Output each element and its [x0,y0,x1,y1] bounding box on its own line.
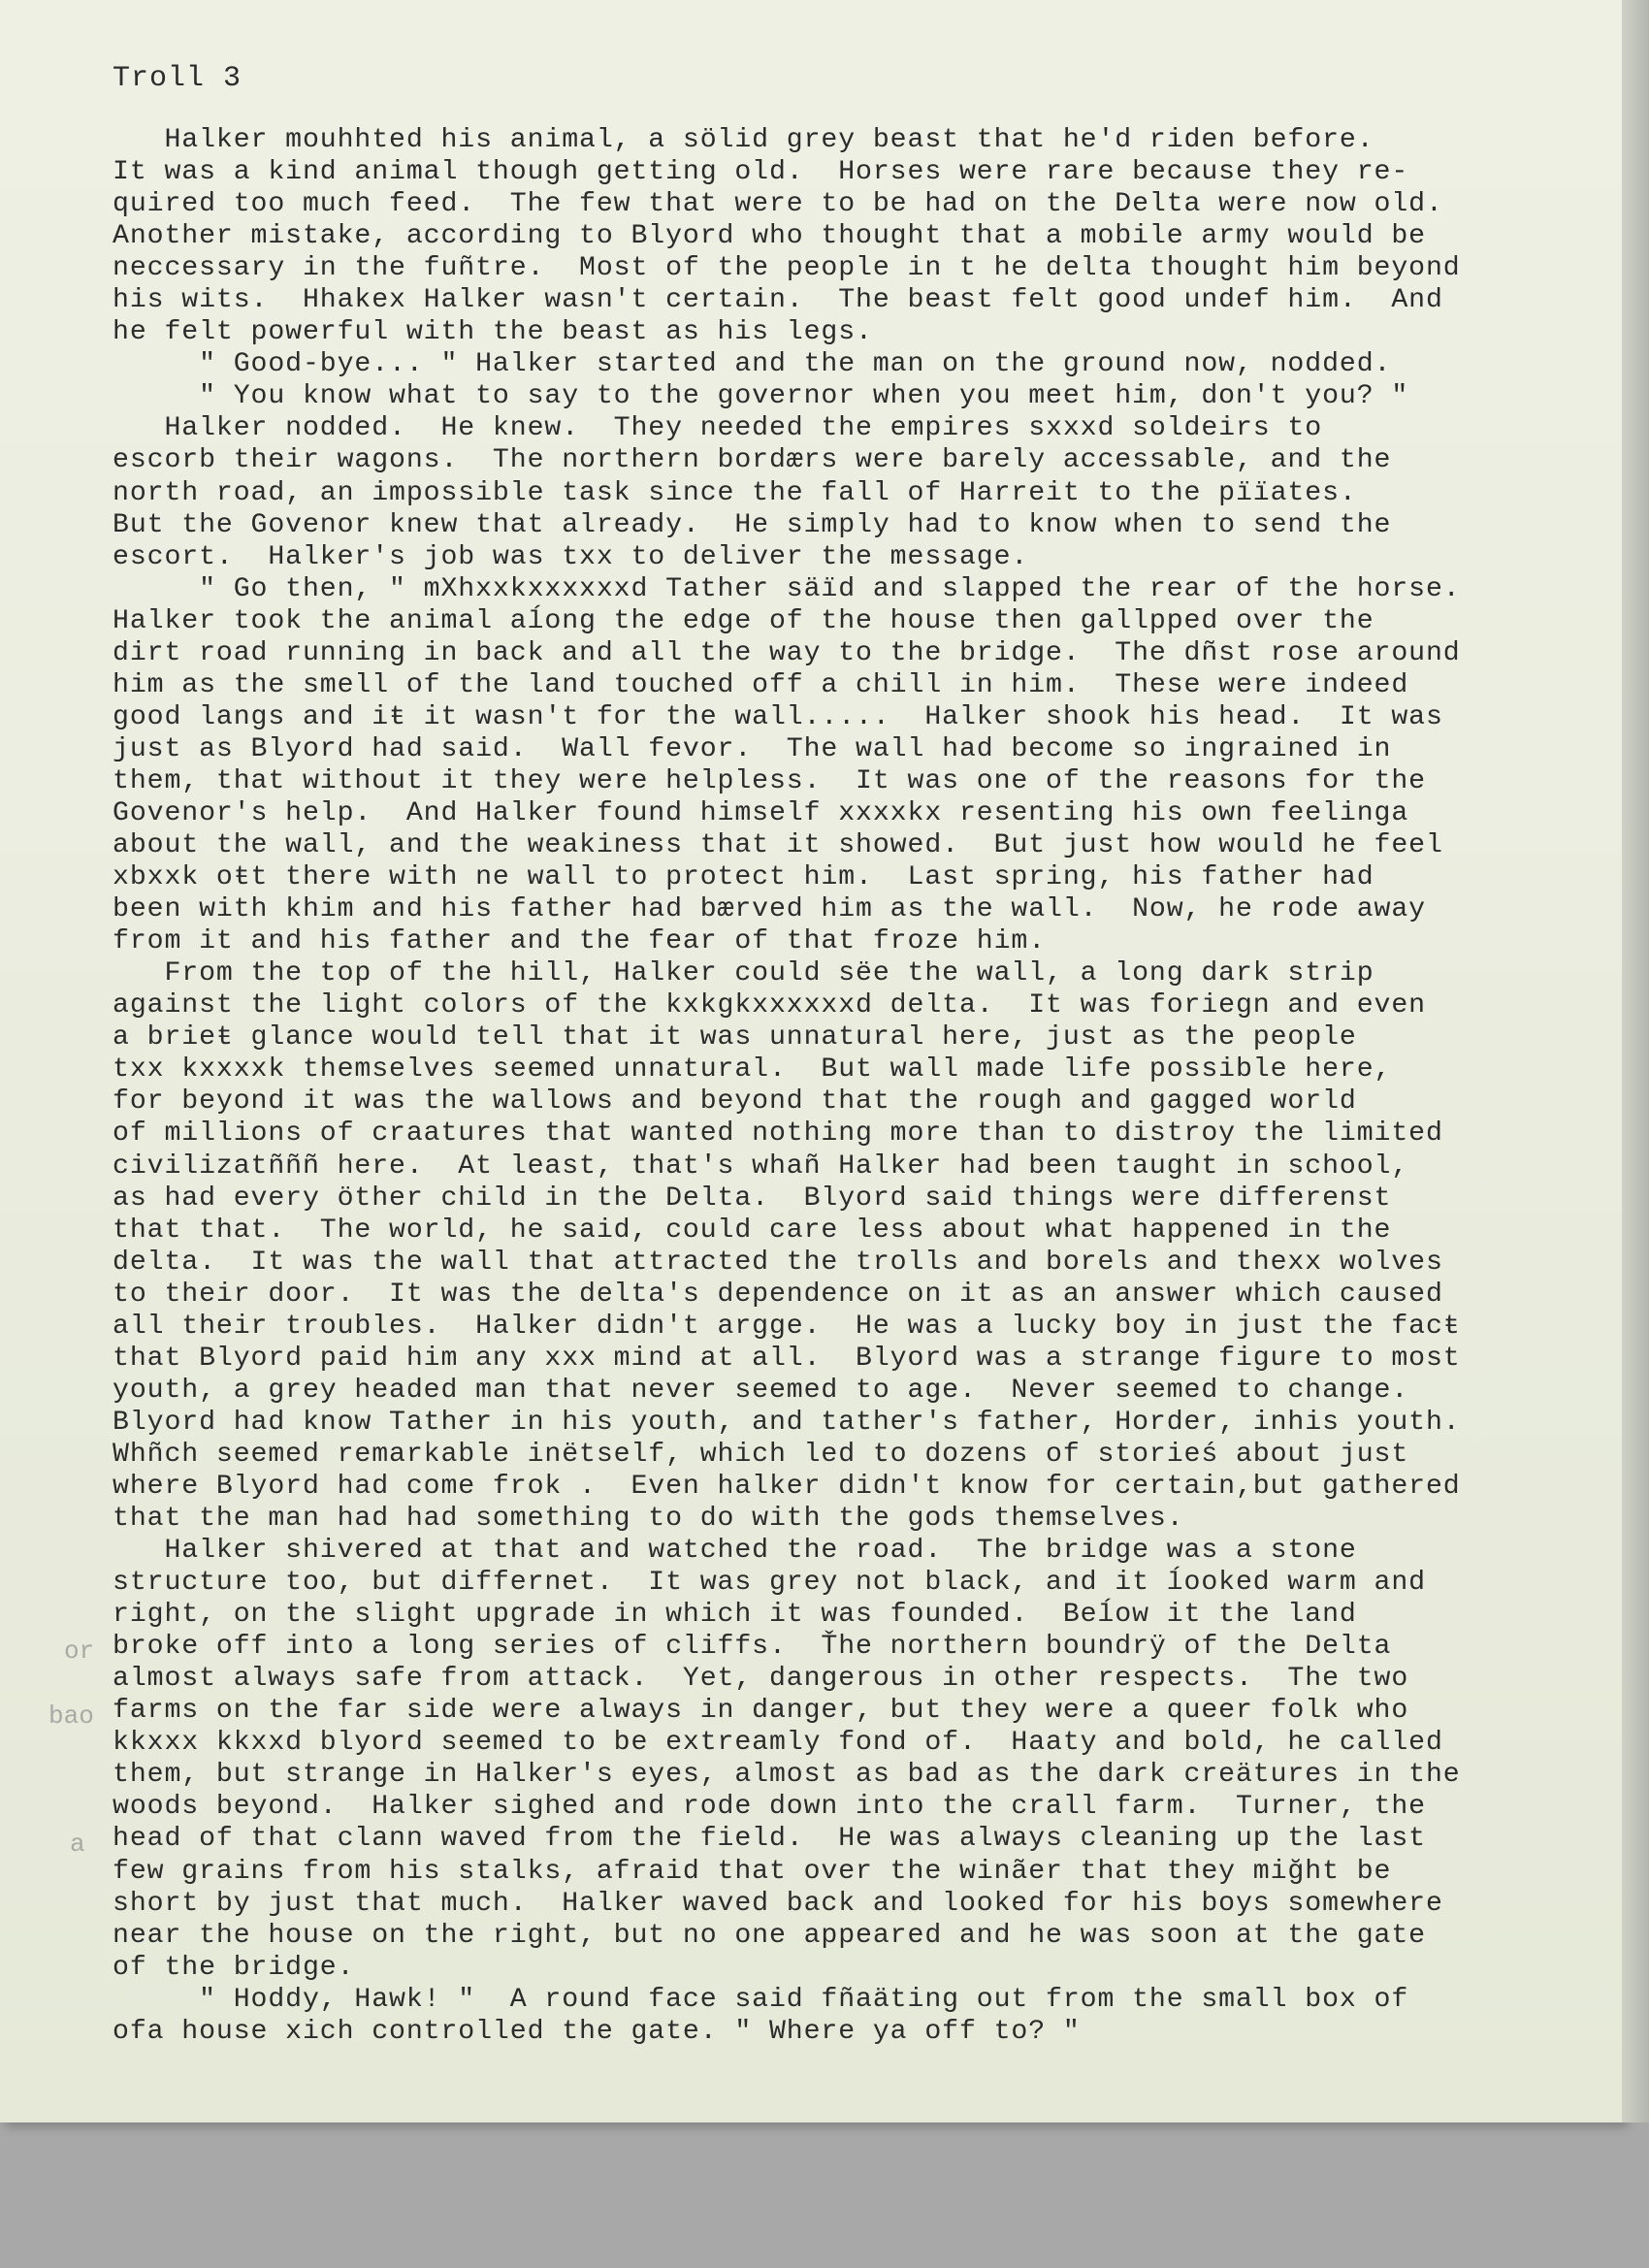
text-line: Whñch seemed remarkable inëtself, which led to dozens of storieś about just [113,1439,1409,1470]
text-line: " Hoddy, Hawk! " A round face said fñaäting out from the small box of [113,1984,1409,2015]
text-line: farms on the far side were always in danger, but they were a queer folk who [113,1696,1409,1727]
text-line: almost always safe from attack. Yet, dangerous in other respects. The two [113,1664,1409,1695]
text-line: kkxxx kkxxd blyord seemed to be extreamly fond of. Haaty and bold, he called [113,1728,1443,1759]
text-line: Blyord had know Tather in his youth, and tather's father, Horder, inhis youth. [113,1407,1461,1438]
text-line: txx kxxxxk themselves seemed unnatural. But wall made life possible here, [113,1054,1392,1085]
text-line: youth, a grey headed man that never seemed to age. Never seemed to change. [113,1375,1409,1406]
text-line: Halker shivered at that and watched the road. The bridge was a stone [113,1536,1357,1567]
text-line: that the man had had something to do with the gods themselves. [113,1504,1184,1535]
text-line: neccessary in the fuñtre. Most of the people in t he delta thought him beyond [113,253,1461,284]
text-line: from it and his father and the fear of that froze him. [113,926,1047,957]
text-line: structure too, but differnet. It was grey not black, and it ĺooked warm and [113,1568,1426,1599]
text-line: It was a kind animal though getting old. Horses were rare because they re- [113,157,1409,188]
text-line: him as the smell of the land touched off a chill in him. These were indeed [113,669,1409,700]
text-line: But the Govenor knew that already. He simply had to know when to send the [113,509,1392,540]
margin-bleed-mark: bao [48,1701,94,1731]
text-line: escort. Halker's job was txx to deliver the message. [113,541,1029,572]
text-line: quired too much feed. The few that were to be had on the Delta were now old. [113,189,1443,220]
text-line: From the top of the hill, Halker could sëe the wall, a long dark strip [113,958,1374,989]
page-edge-shadow [1622,0,1649,2122]
text-line: few grains from his stalks, afraid that over the winãer that they miğht be [113,1856,1392,1887]
text-line: " Go then, " mXhxxkxxxxxxd Tather säïd and slapped the rear of the horse. [113,573,1461,604]
text-line: Govenor's help. And Halker found himself xxxxkx resenting his own feelinga [113,797,1409,828]
text-line: that that. The world, he said, could care less about what happened in the [113,1215,1392,1246]
text-line: them, but strange in Halker's eyes, almost as bad as the dark creätures in the [113,1760,1461,1791]
text-line: his wits. Hhakex Halker wasn't certain. The beast felt good undef him. And [113,285,1443,316]
text-line: that Blyord paid him any xxx mind at all. Blyord was a strange figure to most [113,1343,1461,1374]
text-line: been with khim and his father had bærved him as the wall. Now, he rode away [113,894,1426,925]
text-line: xbxxk oŧt there with ne wall to protect him. Last spring, his father had [113,862,1374,893]
margin-bleed-mark: or [64,1636,95,1666]
text-line: broke off into a long series of cliffs. Ťhe northern boundrÿ of the Delta [113,1632,1392,1663]
text-line: where Blyord had come frok . Even halker didn't know for certain,but gathered [113,1471,1461,1502]
text-line: a brieŧ glance would tell that it was unnatural here, just as the people [113,1022,1357,1053]
text-line: short by just that much. Halker waved back and looked for his boys somewhere [113,1888,1443,1919]
manuscript-body [113,124,1622,2048]
text-line: just as Blyord had said. Wall fevor. The wall had become so ingrained in [113,733,1392,764]
text-line: of millions of craatures that wanted nothing more than to distroy the limited [113,1118,1443,1150]
text-line: of the bridge. [113,1952,355,1983]
text-line: good langs and iŧ it wasn't for the wall..... Halker shook his head. It was [113,701,1443,732]
text-line: escorb their wagons. The northern bordærs were barely accessable, and the [113,445,1392,476]
text-line: Halker nodded. He knew. They needed the empires sxxxd soldeirs to [113,413,1323,444]
page-header: Troll 3 [113,62,242,95]
margin-bleed-mark: a [70,1830,85,1859]
text-line: for beyond it was the wallows and beyond that the rough and gagged world [113,1086,1357,1118]
text-line: ofa house xich controlled the gate. " Where ya off to? " [113,2016,1081,2047]
text-line: head of that clann waved from the field. He was always cleaning up the last [113,1824,1426,1855]
text-line: against the light colors of the kxkgkxxxxxxd delta. It was foriegn and even [113,990,1426,1021]
text-line: north road, an impossible task since the fall of Harreit to the pïïates. [113,477,1357,508]
text-line: to their door. It was the delta's dependence on it as an answer which caused [113,1279,1443,1310]
text-line: civilizatñññ here. At least, that's whañ Halker had been taught in school, [113,1150,1409,1182]
text-line: as had every öther child in the Delta. Blyord said things were differenst [113,1183,1392,1214]
text-line: woods beyond. Halker sighed and rode down into the crall farm. Turner, the [113,1792,1426,1823]
text-line: about the wall, and the weakiness that it showed. But just how would he feel [113,830,1443,861]
text-line: dirt road running in back and all the way to the bridge. The dñst rose around [113,637,1461,668]
text-line: near the house on the right, but no one appeared and he was soon at the gate [113,1920,1426,1951]
text-line: right, on the slight upgrade in which it was founded. Beĺow it the land [113,1600,1357,1631]
text-line: all their troubles. Halker didn't argge. He was a lucky boy in just the facŧ [113,1311,1461,1342]
text-line: " You know what to say to the governor when you meet him, don't you? " [113,381,1409,412]
text-line: delta. It was the wall that attracted the trolls and borels and thexx wolves [113,1247,1443,1278]
text-line: Halker took the animal aĺong the edge of the house then gallpped over the [113,605,1374,636]
text-line: them, that without it they were helpless. It was one of the reasons for the [113,765,1426,796]
text-line: Another mistake, according to Blyord who thought that a mobile army would be [113,221,1426,252]
text-line: he felt powerful with the beast as his legs. [113,317,873,348]
text-line: " Good-bye... " Halker started and the man on the ground now, nodded. [113,349,1392,380]
text-line: Halker mouhhted his animal, a sölid grey beast that he'd riden before. [113,125,1374,155]
